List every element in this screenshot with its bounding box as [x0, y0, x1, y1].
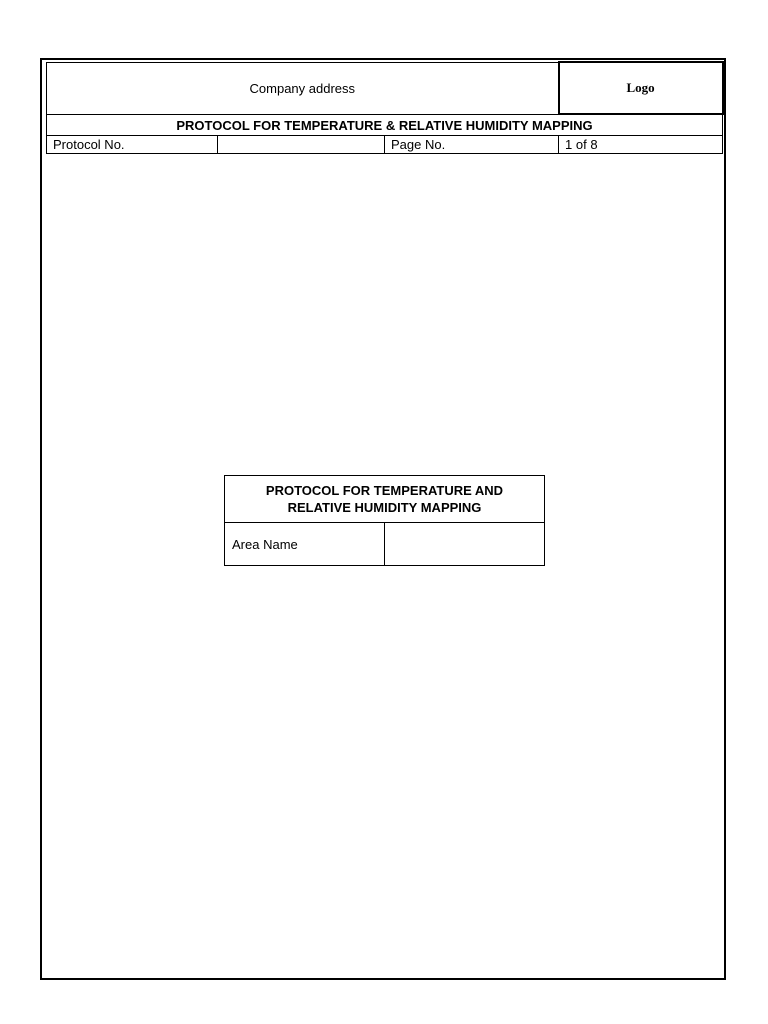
header-title: PROTOCOL FOR TEMPERATURE & RELATIVE HUMIDITY MAPPING [47, 114, 723, 136]
protocol-no-label: Protocol No. [47, 136, 218, 154]
area-name-value [385, 523, 545, 566]
cover-box [224, 475, 545, 566]
document-header [46, 61, 724, 154]
company-address: Company address [47, 62, 559, 114]
protocol-no-value [218, 136, 385, 154]
page-no-value: 1 of 8 [559, 136, 723, 154]
page-no-label: Page No. [385, 136, 559, 154]
logo: Logo [559, 62, 723, 114]
area-name-label: Area Name [225, 523, 385, 566]
cover-title: PROTOCOL FOR TEMPERATURE AND RELATIVE HUMIDITY MAPPING [225, 476, 545, 523]
